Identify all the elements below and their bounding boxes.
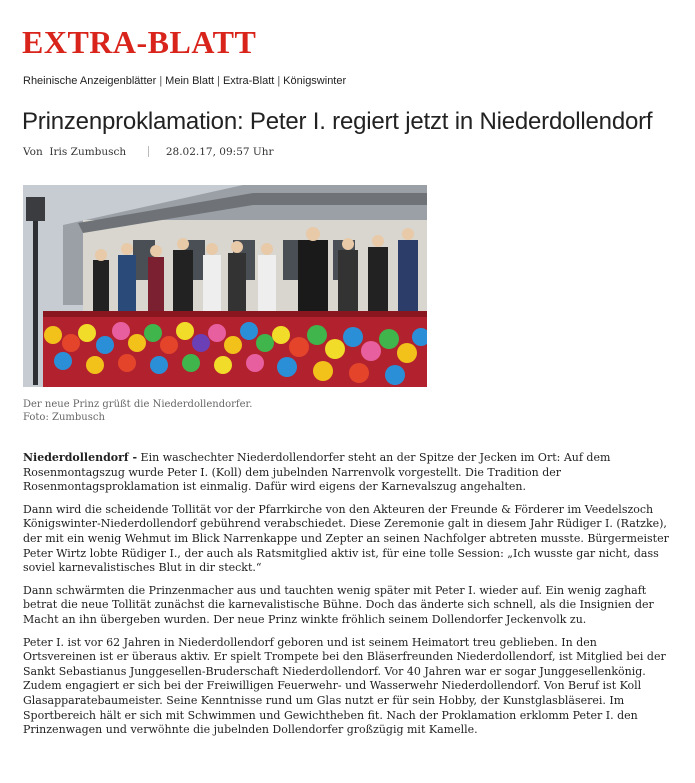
article-photo[interactable] (23, 185, 427, 387)
breadcrumb-separator: | (277, 75, 281, 87)
article-paragraph: Dann wird die scheidende Tollität vor der Pfarrkirche von den Akteuren der Freunde & Förderer im Veedelszoch Königswinter-Niederdollendorf gebührend verabschiedet. Diese Zeremonie galt in diesem Jahr Rüdiger I. (Ratzke), der mit ein wenig Wehmut im Blick Narrenkappe und Zepter an seinen Nachfolger abtreten musste. Bürgermeister Peter Wirtz lobte Rüdiger I., der auch als Ratsmitglied aktiv ist, für eine tolle Session: „Ich wusste gar nicht, dass soviel karnevalistisches Blut in dir steckt.“ (23, 502, 669, 575)
breadcrumb-item-koenigswinter[interactable]: Königswinter (283, 75, 347, 87)
byline-prefix: Von (23, 146, 43, 158)
breadcrumb (23, 75, 346, 87)
article-byline (23, 146, 274, 158)
breadcrumb-item-mein-blatt[interactable]: Mein Blatt (165, 75, 215, 87)
photo-credit: Foto: Zumbusch (23, 412, 105, 423)
article-dateline: Niederdollendorf - (23, 451, 138, 464)
article-paragraph (23, 451, 673, 495)
breadcrumb-separator: | (159, 75, 163, 87)
breadcrumb-item-rheinische-anzeigenblaetter[interactable]: Rheinische Anzeigenblätter (23, 75, 157, 87)
breadcrumb-separator: | (217, 75, 220, 87)
byline-date: 28.02.17, 09:57 Uhr (165, 146, 274, 158)
breadcrumb-item-extra-blatt[interactable]: Extra-Blatt (222, 75, 275, 87)
article-paragraph: Dann schwärmten die Prinzenmacher aus und tauchten wenig später mit Peter I. wieder auf. Ein wenig zaghaft betrat die neue Tollität zunächst die karnevalistische Bühne. Doch das änderte sich schnell, als die Insignien der Macht an ihn übergeben wurden. Der neue Prinz winkte fröhlich seinem Dollendorfer Jeckenvolk zu. (23, 583, 654, 626)
byline-author[interactable]: Iris Zumbusch (49, 146, 127, 158)
article-headline: Prinzenproklamation: Peter I. regiert jetzt in Niederdollendorf (22, 108, 653, 135)
carnival-photo-illustration (23, 185, 427, 387)
article-paragraph-text: Ein waschechter Niederdollendorfer steht an der Spitze der Jecken im Ort: Auf dem Rosenmontagszug wurde Peter I. (Koll) dem jubelnden Narrenvolk vorgestellt. Die Tradition der Rosenmontagsproklamation ist einmalig. Dafür wird eigens der Karnevalszug angehalten. (23, 451, 611, 494)
article-body (23, 451, 673, 746)
photo-caption-text: Der neue Prinz grüßt die Niederdollendorfer. (23, 399, 253, 410)
photo-caption (23, 398, 252, 424)
byline-divider (148, 146, 149, 157)
article-paragraph: Peter I. ist vor 62 Jahren in Niederdollendorf geboren und ist seinem Heimatort treu geblieben. In den Ortsvereinen ist er überaus aktiv. Er spielt Trompete bei den Bläserfreunden Niederdollendorf, ist Mitglied bei der Sankt Sebastianus Junggesellen-Bruderschaft Niederdollendorf. Vor 40 Jahren war er sogar Junggesellenkönig. Zudem engagiert er sich bei der Freiwilligen Feuerwehr- und Wasserwehr Niederdollendorf. Von Beruf ist Koll Glasapparatebaumeister. Seine Kenntnisse rund um Glas nutzt er für sein Hobby, der Kunstglasbläserei. Im Sportbereich hält er sich mit Schwimmen und Gewichtheben fit. Nach der Proklamation erklomm Peter I. den Prinzenwagen und verwöhnte die jubelnden Dollendorfer großzügig mit Kamelle. (23, 635, 666, 737)
masthead-logo[interactable]: EXTRA-BLATT (22, 24, 257, 60)
